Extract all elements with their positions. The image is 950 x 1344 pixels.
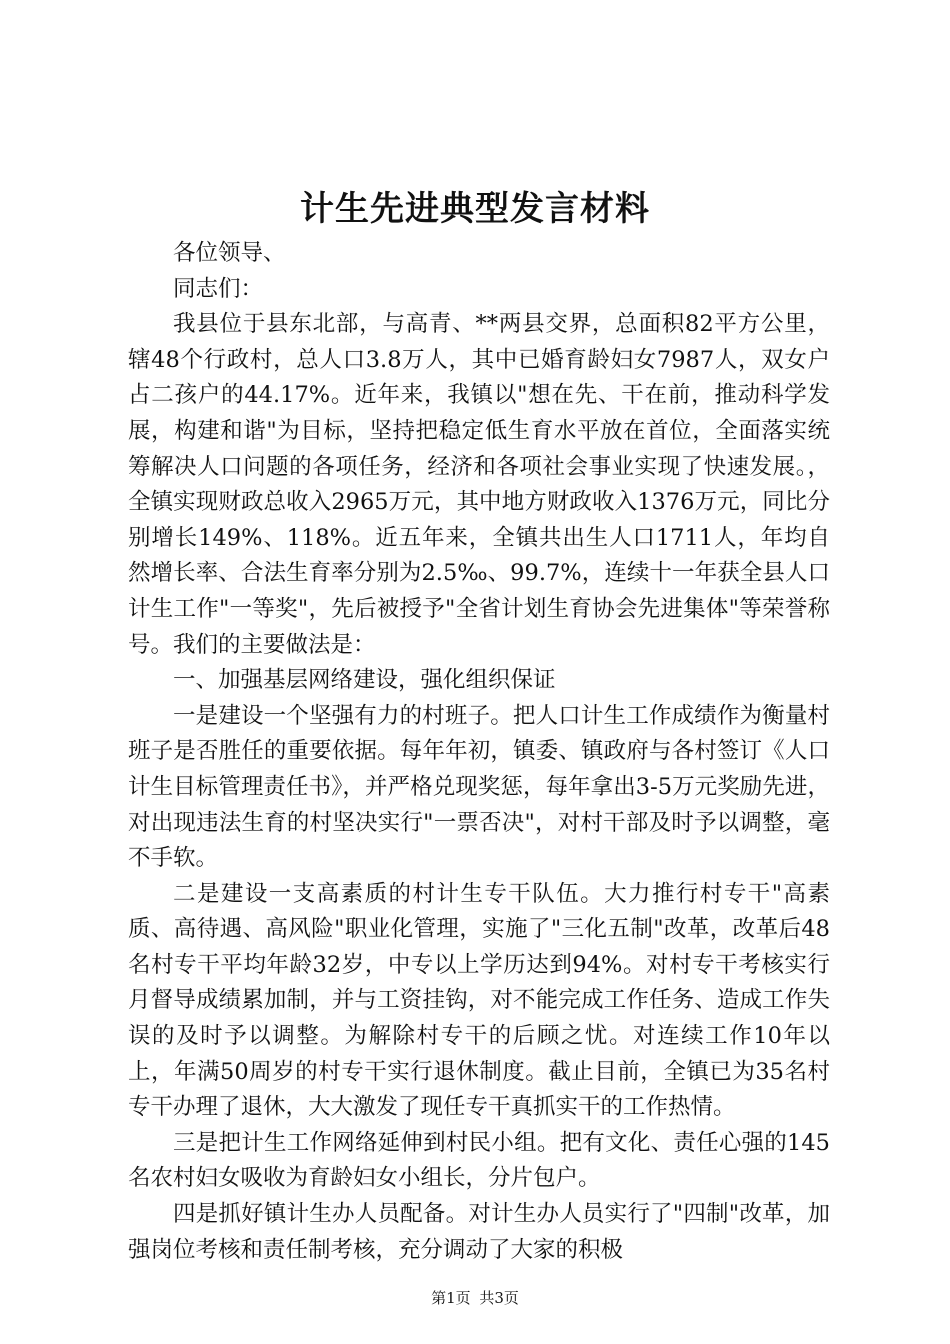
document-body: [128, 236, 830, 1268]
section-heading-1: 一、加强基层网络建设，强化组织保证: [173, 667, 556, 694]
page-number: 第1页: [431, 1289, 471, 1307]
document-title: 计生先进典型发言材料: [300, 189, 650, 229]
paragraph-point-4: 四是抓好镇计生办人员配备。对计生办人员实行了"四制"改革，加强岗位考核和责任制考核，充分调动了大家的积极: [128, 1201, 830, 1263]
paragraph-point-2: 二是建设一支高素质的村计生专干队伍。大力推行村专干"高素质、高待遇、高风险"职业化管理，实施了"三化五制"改革，改革后48名村专干平均年龄32岁，中专以上学历达到94%。对村专干考核实行月督导成绩累加制，并与工资挂钩，对不能完成工作任务、造成工作失误的及时予以调整。为解除村专干的后顾之忧。对连续工作10年以上，年满50周岁的村专干实行退休制度。截止目前，全镇已为35名村专干办理了退休，大大激发了现任专干真抓实干的工作热情。: [128, 880, 830, 1121]
paragraph-point-1: 一是建设一个坚强有力的村班子。把人口计生工作成绩作为衡量村班子是否胜任的重要依据。每年年初，镇委、镇政府与各村签订《人口计生目标管理责任书》，并严格兑现奖惩，每年拿出3-5万元奖励先进，对出现违法生育的村坚决实行"一票否决"，对村干部及时予以调整，毫不手软。: [128, 702, 830, 872]
paragraph-point-3: 三是把计生工作网络延伸到村民小组。把有文化、责任心强的145名农村妇女吸收为育龄妇女小组长，分片包户。: [128, 1129, 830, 1192]
salutation-leaders: 各位领导、: [173, 240, 286, 266]
page-footer: [0, 1288, 950, 1308]
salutation-comrades: 同志们：: [173, 275, 264, 302]
paragraph-intro: 我县位于县东北部，与高青、**两县交界，总面积82平方公里，辖48个行政村，总人口3.8万人，其中已婚育龄妇女7987人，双女户占二孩户的44.17%。近年来，我镇以"想在先、干在前，推动科学发展，构建和谐"为目标，坚持把稳定低生育水平放在首位，全面落实统筹解决人口问题的各项任务，经济和各项社会事业实现了快速发展。，全镇实现财政总收入2965万元，其中地方财政收入1376万元，同比分别增长149%、118%。近五年来，全镇共出生人口1711人，年均自然增长率、合法生育率分别为2.5‰、99.7%，连续十一年获全县人口计生工作"一等奖"，先后被授予"全省计划生育协会先进集体"等荣誉称号。我们的主要做法是：: [128, 311, 830, 658]
page-total: 共3页: [479, 1289, 519, 1307]
